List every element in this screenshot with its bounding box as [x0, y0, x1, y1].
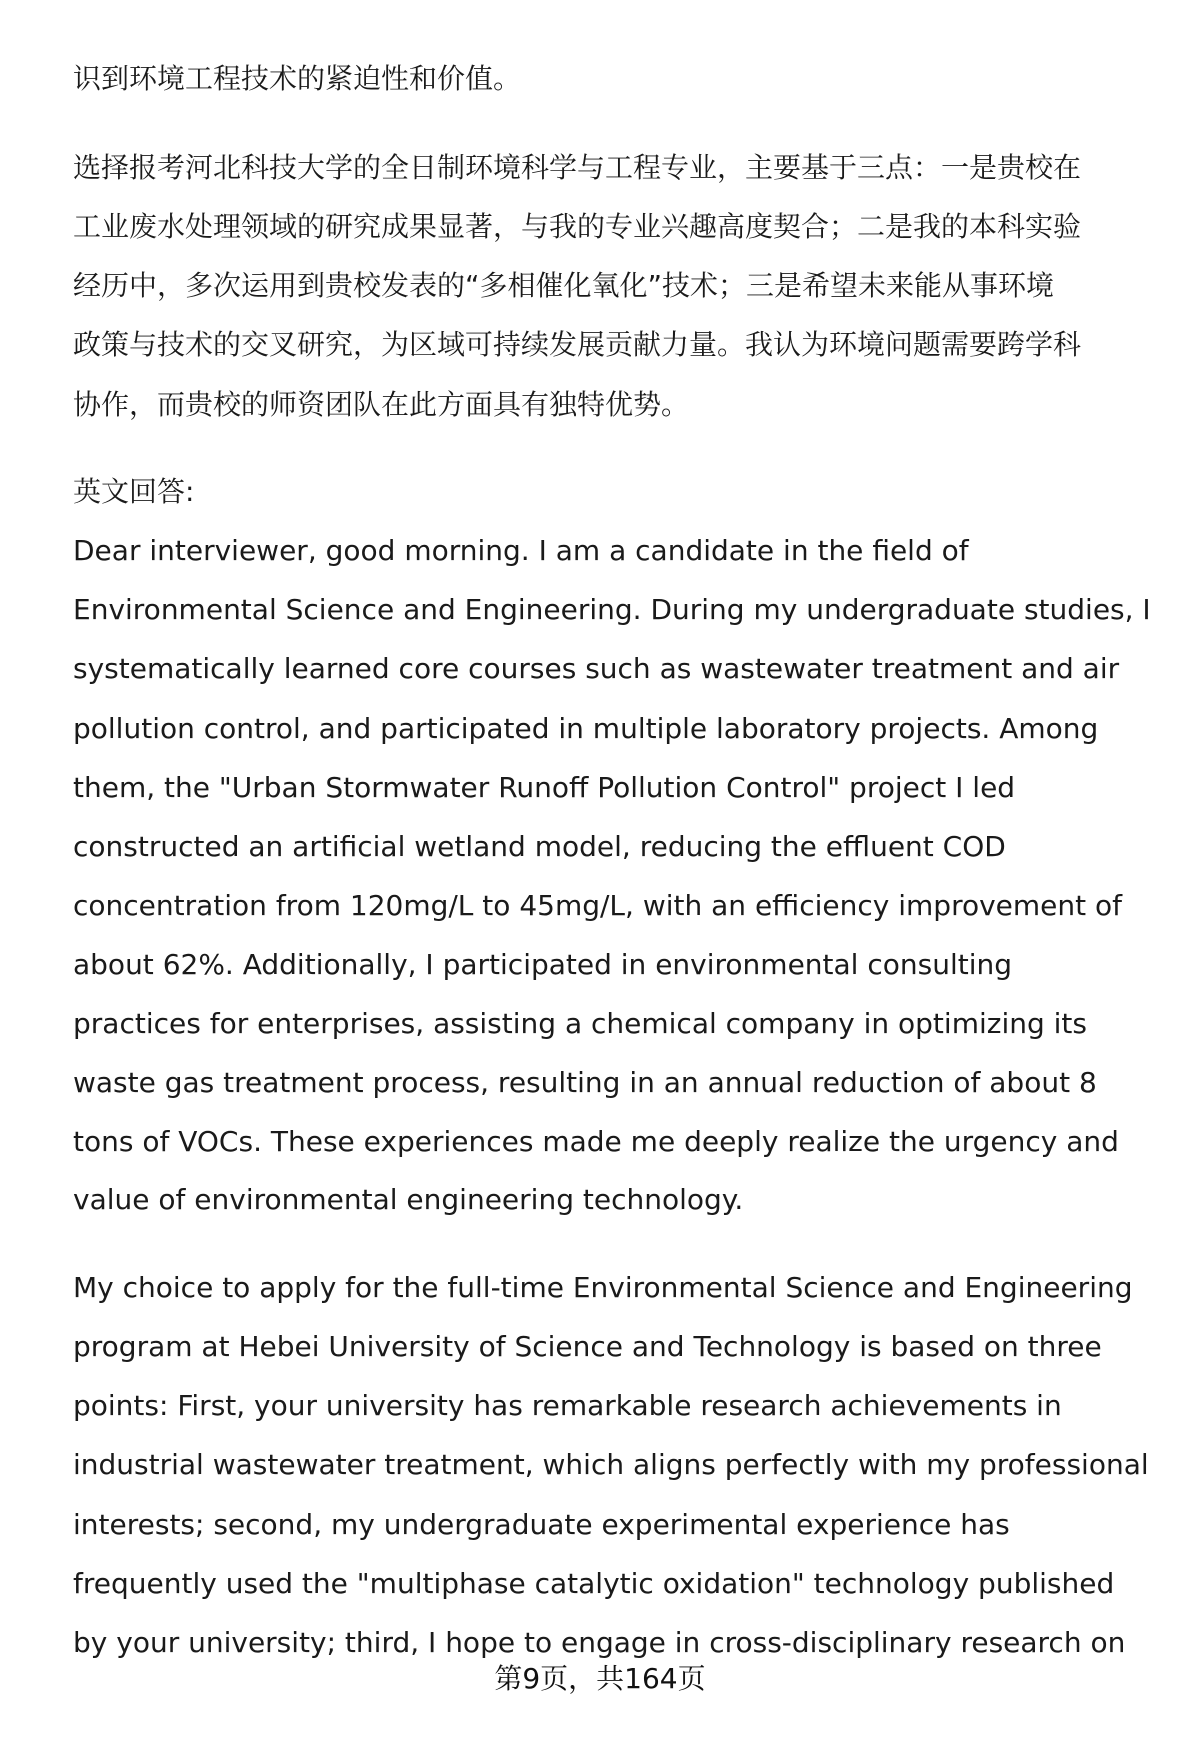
text-line: about 62%. Additionally, I participated in environmental consulting: [73, 948, 1013, 981]
text-line: 选择报考河北科技大学的全日制环境科学与工程专业，主要基于三点：一是贵校在: [73, 151, 1082, 184]
text-line: concentration from 120mg/L to 45mg/L, with an efficiency improvement of: [73, 889, 1123, 922]
text-line: industrial wastewater treatment, which aligns perfectly with my professional: [73, 1448, 1149, 1481]
text-line: tons of VOCs. These experiences made me deeply realize the urgency and: [73, 1125, 1119, 1158]
text-line: My choice to apply for the full-time Environmental Science and Engineering: [73, 1271, 1133, 1304]
text-line: frequently used the "multiphase catalytic oxidation" technology published: [73, 1567, 1115, 1600]
text-line: program at Hebei University of Science and Technology is based on three: [73, 1330, 1102, 1363]
text-line: pollution control, and participated in multiple laboratory projects. Among: [73, 712, 1099, 745]
text-line: them, the "Urban Stormwater Runoff Pollution Control" project I led: [73, 771, 1016, 804]
text-line: 识到环境工程技术的紧迫性和价值。: [73, 62, 522, 95]
text-line: systematically learned core courses such as wastewater treatment and air: [73, 652, 1120, 685]
page-number: 第9页，共164页: [494, 1662, 706, 1695]
text-line: Environmental Science and Engineering. During my undergraduate studies, I: [73, 593, 1151, 626]
text-line: 工业废水处理领域的研究成果显著，与我的专业兴趣高度契合；二是我的本科实验: [73, 210, 1082, 243]
text-line: value of environmental engineering technology.: [73, 1183, 744, 1216]
text-line: practices for enterprises, assisting a chemical company in optimizing its: [73, 1007, 1087, 1040]
text-line: interests; second, my undergraduate experimental experience has: [73, 1508, 1010, 1541]
text-line: points: First, your university has remarkable research achievements in: [73, 1389, 1062, 1422]
text-line: waste gas treatment process, resulting in an annual reduction of about 8: [73, 1066, 1097, 1099]
text-line: constructed an artificial wetland model, reducing the effluent COD: [73, 830, 1006, 863]
text-line: 协作，而贵校的师资团队在此方面具有独特优势。: [73, 388, 690, 421]
text-line: Dear interviewer, good morning. I am a candidate in the field of: [73, 534, 969, 567]
text-line: 政策与技术的交叉研究，为区域可持续发展贡献力量。我认为环境问题需要跨学科: [73, 328, 1082, 361]
section-heading: 英文回答:: [73, 475, 195, 508]
text-line: by your university; third, I hope to engage in cross-disciplinary research on: [73, 1626, 1126, 1659]
text-line: 经历中，多次运用到贵校发表的“多相催化氧化”技术；三是希望未来能从事环境: [73, 269, 1055, 302]
